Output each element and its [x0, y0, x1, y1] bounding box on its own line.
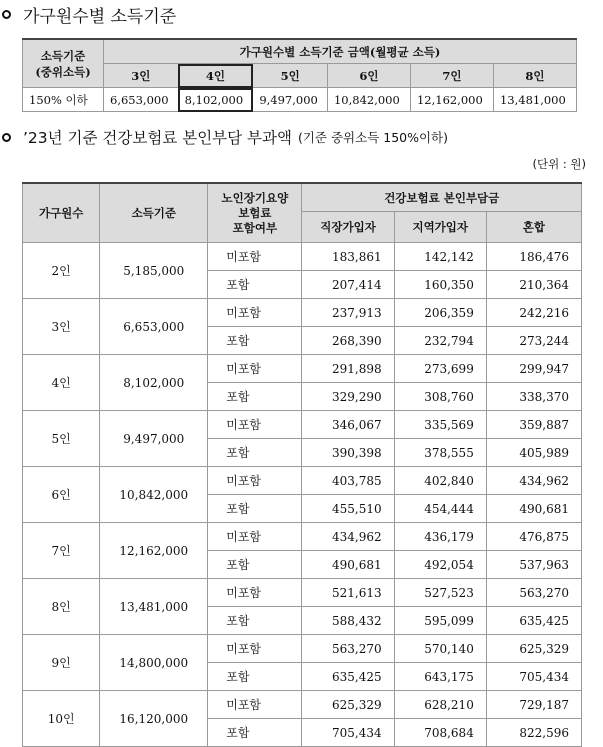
household-column-header: 8인: [493, 64, 576, 88]
regional-header: 지역가입자: [394, 212, 486, 243]
ltc-inclusion-cell: 포함: [208, 719, 302, 747]
income-header: 소득기준: [100, 183, 208, 243]
mixed-header: 혼합: [486, 212, 581, 243]
ltc-inclusion-cell: 포함: [208, 495, 302, 523]
regional-premium-cell: 142,142: [394, 243, 486, 271]
premium-group-header: 건강보험료 본인부담금: [302, 183, 582, 212]
household-column-header: 4인: [178, 64, 253, 88]
mixed-premium-cell: 338,370: [486, 383, 581, 411]
ltc-inclusion-cell: 포함: [208, 663, 302, 691]
employee-premium-cell: 237,913: [302, 299, 394, 327]
household-cell: 7인: [23, 523, 100, 579]
income-value-cell: 8,102,000: [178, 88, 253, 112]
mixed-premium-cell: 186,476: [486, 243, 581, 271]
income-cell: 8,102,000: [100, 355, 208, 411]
health-insurance-table: [22, 182, 582, 747]
household-cell: 5인: [23, 411, 100, 467]
employee-premium-cell: 455,510: [302, 495, 394, 523]
income-cell: 13,481,000: [100, 579, 208, 635]
ltc-inclusion-cell: 포함: [208, 439, 302, 467]
mixed-premium-cell: 705,434: [486, 663, 581, 691]
regional-premium-cell: 308,760: [394, 383, 486, 411]
regional-premium-cell: 595,099: [394, 607, 486, 635]
employee-premium-cell: 588,432: [302, 607, 394, 635]
ltc-inclusion-cell: 포함: [208, 383, 302, 411]
employee-premium-cell: 329,290: [302, 383, 394, 411]
table-row: [23, 467, 582, 495]
employee-premium-cell: 346,067: [302, 411, 394, 439]
ltc-inclusion-cell: 미포함: [208, 299, 302, 327]
income-row-label: 150% 이하: [23, 88, 104, 112]
income-cell: 9,497,000: [100, 411, 208, 467]
ltc-inclusion-cell: 미포함: [208, 579, 302, 607]
table-row: [23, 411, 582, 439]
regional-premium-cell: 273,699: [394, 355, 486, 383]
regional-premium-cell: 232,794: [394, 327, 486, 355]
income-cell: 6,653,000: [100, 299, 208, 355]
income-cell: 5,185,000: [100, 243, 208, 299]
table-row: [23, 635, 582, 663]
employee-premium-cell: 563,270: [302, 635, 394, 663]
ltc-inclusion-cell: 미포함: [208, 243, 302, 271]
income-cell: 14,800,000: [100, 635, 208, 691]
employee-premium-cell: 705,434: [302, 719, 394, 747]
income-cell: 12,162,000: [100, 523, 208, 579]
ltc-inclusion-cell: 미포함: [208, 355, 302, 383]
ltc-inclusion-cell: 포함: [208, 607, 302, 635]
employee-premium-cell: 291,898: [302, 355, 394, 383]
mixed-premium-cell: 635,425: [486, 607, 581, 635]
ltc-header: 노인장기요양 보험료 포함여부: [208, 183, 302, 243]
employee-premium-cell: 625,329: [302, 691, 394, 719]
mixed-premium-cell: 405,989: [486, 439, 581, 467]
mixed-premium-cell: 434,962: [486, 467, 581, 495]
household-cell: 10인: [23, 691, 100, 747]
mixed-premium-cell: 476,875: [486, 523, 581, 551]
income-value-cell: 13,481,000: [493, 88, 576, 112]
mixed-premium-cell: 563,270: [486, 579, 581, 607]
employee-premium-cell: 268,390: [302, 327, 394, 355]
section2-title: ’23년 기준 건강보험료 본인부담 부과액 (기준 중위소득 150%이하): [2, 126, 448, 148]
regional-premium-cell: 378,555: [394, 439, 486, 467]
ltc-inclusion-cell: 포함: [208, 271, 302, 299]
income-value-cell: 10,842,000: [327, 88, 410, 112]
circle-bullet-icon: [2, 10, 11, 19]
household-column-header: 7인: [410, 64, 493, 88]
ltc-inclusion-cell: 미포함: [208, 523, 302, 551]
regional-premium-cell: 402,840: [394, 467, 486, 495]
ltc-inclusion-cell: 미포함: [208, 635, 302, 663]
mixed-premium-cell: 273,244: [486, 327, 581, 355]
table-row: [23, 579, 582, 607]
income-value-cell: 9,497,000: [253, 88, 328, 112]
household-column-header: 5인: [253, 64, 328, 88]
table-row: [23, 691, 582, 719]
regional-premium-cell: 492,054: [394, 551, 486, 579]
household-cell: 4인: [23, 355, 100, 411]
mixed-premium-cell: 299,947: [486, 355, 581, 383]
ltc-inclusion-cell: 포함: [208, 551, 302, 579]
ltc-inclusion-cell: 미포함: [208, 467, 302, 495]
household-cell: 8인: [23, 579, 100, 635]
income-cell: 10,842,000: [100, 467, 208, 523]
income-value-cell: 12,162,000: [410, 88, 493, 112]
table-row: [23, 523, 582, 551]
mixed-premium-cell: 210,364: [486, 271, 581, 299]
mixed-premium-cell: 359,887: [486, 411, 581, 439]
table-row: [23, 243, 582, 271]
employee-premium-cell: 390,398: [302, 439, 394, 467]
regional-premium-cell: 643,175: [394, 663, 486, 691]
household-cell: 9인: [23, 635, 100, 691]
ltc-inclusion-cell: 미포함: [208, 691, 302, 719]
household-column-header: 6인: [327, 64, 410, 88]
household-cell: 2인: [23, 243, 100, 299]
ltc-inclusion-cell: 포함: [208, 327, 302, 355]
regional-premium-cell: 454,444: [394, 495, 486, 523]
household-column-header: 3인: [104, 64, 179, 88]
employee-premium-cell: 403,785: [302, 467, 394, 495]
household-cell: 6인: [23, 467, 100, 523]
section1-title: 가구원수별 소득기준: [2, 2, 176, 27]
employee-header: 직장가입자: [302, 212, 394, 243]
circle-bullet-icon: [2, 133, 11, 142]
mixed-premium-cell: 242,216: [486, 299, 581, 327]
mixed-premium-cell: 490,681: [486, 495, 581, 523]
income-cell: 16,120,000: [100, 691, 208, 747]
household-cell: 3인: [23, 299, 100, 355]
table-row: [23, 299, 582, 327]
employee-premium-cell: 490,681: [302, 551, 394, 579]
table-row: [23, 355, 582, 383]
income-standard-table: [22, 38, 577, 112]
regional-premium-cell: 570,140: [394, 635, 486, 663]
regional-premium-cell: 628,210: [394, 691, 486, 719]
mixed-premium-cell: 729,187: [486, 691, 581, 719]
employee-premium-cell: 521,613: [302, 579, 394, 607]
employee-premium-cell: 183,861: [302, 243, 394, 271]
regional-premium-cell: 527,523: [394, 579, 486, 607]
regional-premium-cell: 436,179: [394, 523, 486, 551]
unit-note: (단위 : 원): [532, 157, 586, 171]
mixed-premium-cell: 822,596: [486, 719, 581, 747]
employee-premium-cell: 635,425: [302, 663, 394, 691]
mixed-premium-cell: 537,963: [486, 551, 581, 579]
regional-premium-cell: 160,350: [394, 271, 486, 299]
household-header: 가구원수: [23, 183, 100, 243]
income-value-cell: 6,653,000: [104, 88, 179, 112]
mixed-premium-cell: 625,329: [486, 635, 581, 663]
regional-premium-cell: 206,359: [394, 299, 486, 327]
regional-premium-cell: 708,684: [394, 719, 486, 747]
employee-premium-cell: 207,414: [302, 271, 394, 299]
ltc-inclusion-cell: 미포함: [208, 411, 302, 439]
income-standard-header: 소득기준 (중위소득): [23, 39, 104, 88]
group-header: 가구원수별 소득기준 금액(월평균 소득): [104, 39, 577, 64]
regional-premium-cell: 335,569: [394, 411, 486, 439]
employee-premium-cell: 434,962: [302, 523, 394, 551]
